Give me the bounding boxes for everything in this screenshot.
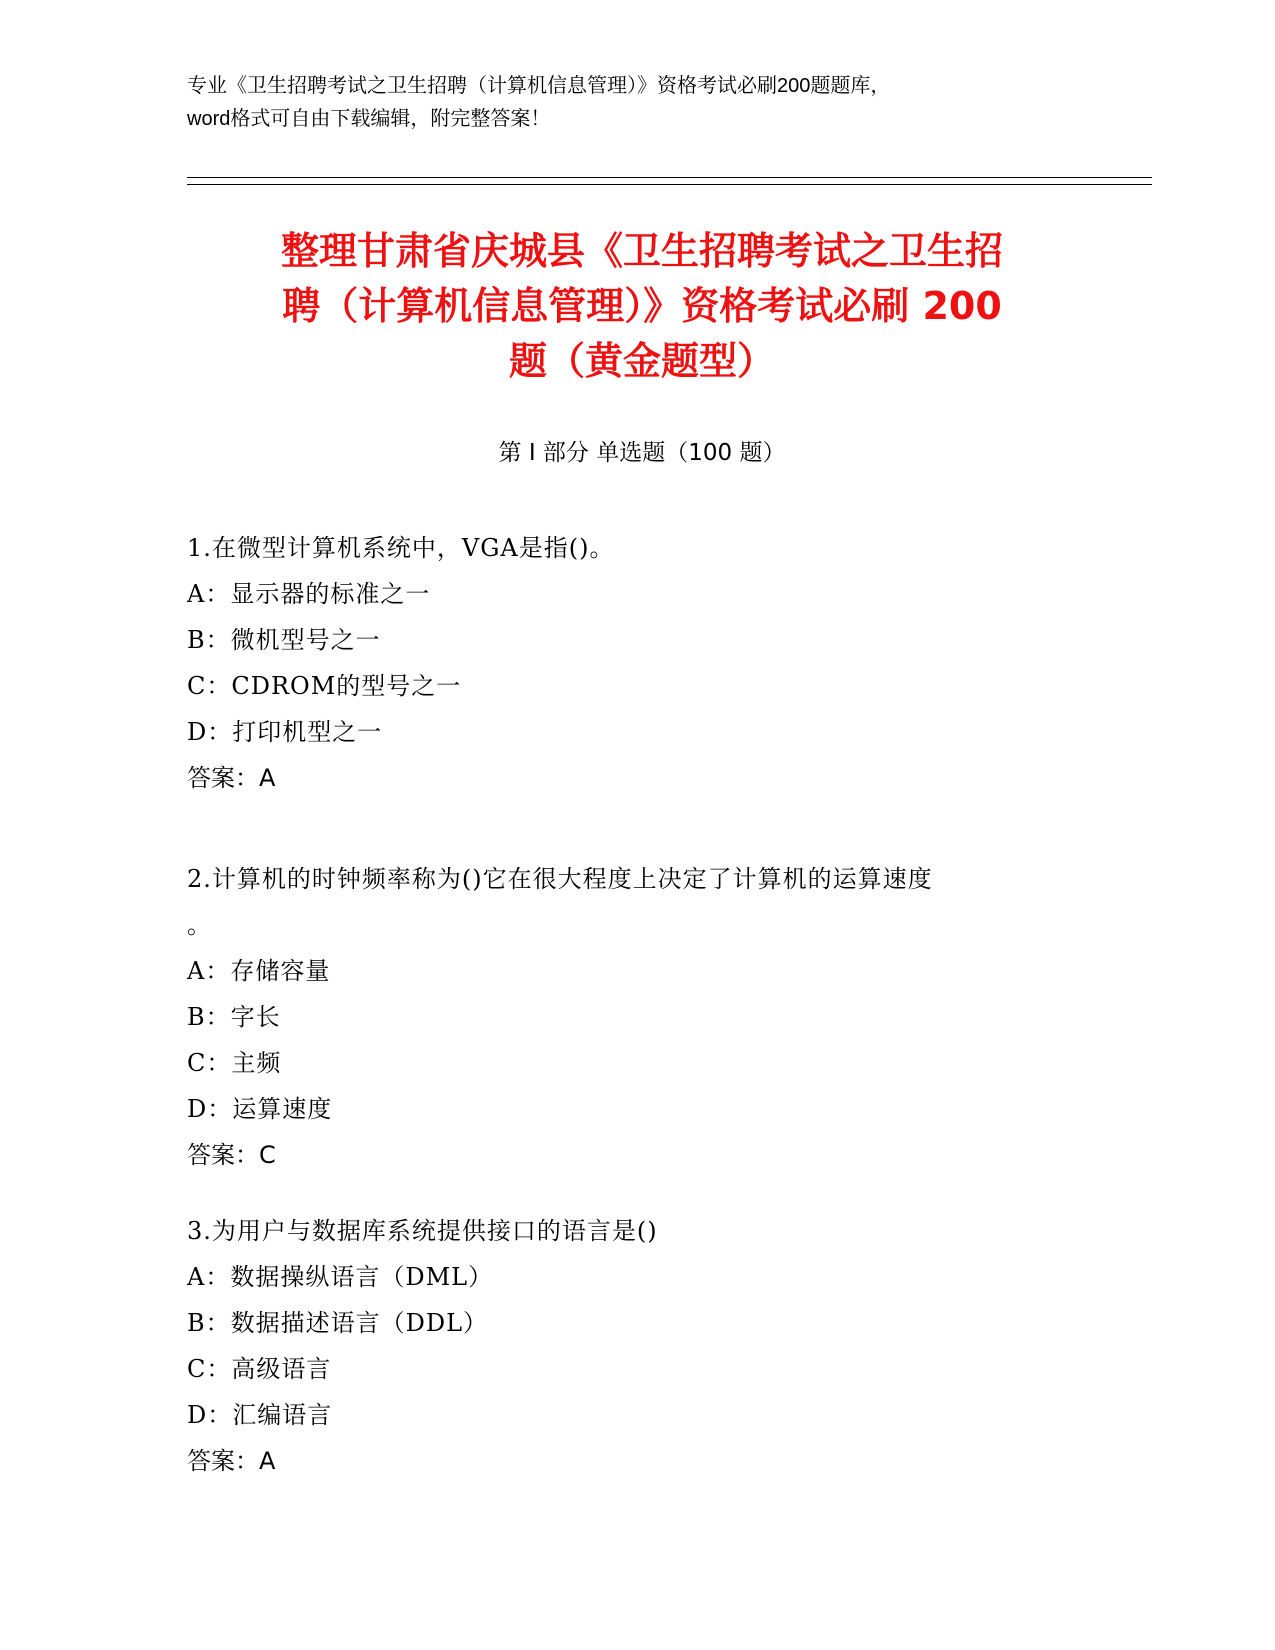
answer-line: 答案：A — [187, 764, 276, 792]
option-c: C：高级语言 — [187, 1355, 332, 1383]
option-a: A：存储容量 — [187, 957, 331, 985]
title-line-3: 题（黄金题型） — [508, 339, 775, 383]
option-c: C：CDROM的型号之一 — [187, 672, 462, 700]
title-line-2: 聘（计算机信息管理）》资格考试必刷 200 — [282, 284, 1002, 328]
option-b: B：字长 — [187, 1003, 281, 1031]
question-stem: 3.为用户与数据库系统提供接口的语言是() — [187, 1217, 658, 1245]
question-stem-continuation: 。 — [187, 911, 212, 939]
header-divider-top — [187, 177, 1152, 178]
header-divider-bottom — [187, 184, 1152, 185]
question-3 — [187, 1208, 1087, 1484]
header-note-line-1: 专业《卫生招聘考试之卫生招聘（计算机信息管理）》资格考试必刷200题题库， — [187, 75, 891, 97]
option-b: B：微机型号之一 — [187, 626, 381, 654]
title-line-1: 整理甘肃省庆城县《卫生招聘考试之卫生招 — [280, 229, 1003, 273]
option-a: A：显示器的标准之一 — [187, 580, 431, 608]
header-note-line-2: word格式可自由下载编辑，附完整答案！ — [187, 108, 551, 130]
document-title — [187, 224, 1097, 389]
option-b: B：数据描述语言（DDL） — [187, 1309, 489, 1337]
question-1 — [187, 525, 1087, 801]
answer-line: 答案：A — [187, 1447, 276, 1475]
question-stem: 2.计算机的时钟频率称为()它在很大程度上决定了计算机的运算速度 — [187, 865, 933, 893]
option-d: D：运算速度 — [187, 1095, 333, 1123]
question-2 — [187, 856, 1087, 1178]
option-a: A：数据操纵语言（DML） — [187, 1263, 494, 1291]
answer-line: 答案：C — [187, 1141, 276, 1169]
option-d: D：打印机型之一 — [187, 718, 383, 746]
header-note — [187, 70, 1087, 136]
question-stem: 1.在微型计算机系统中，VGA是指()。 — [187, 534, 615, 562]
option-d: D：汇编语言 — [187, 1401, 333, 1429]
section-heading: 第 I 部分 单选题（100 题） — [498, 440, 786, 466]
option-c: C：主频 — [187, 1049, 282, 1077]
